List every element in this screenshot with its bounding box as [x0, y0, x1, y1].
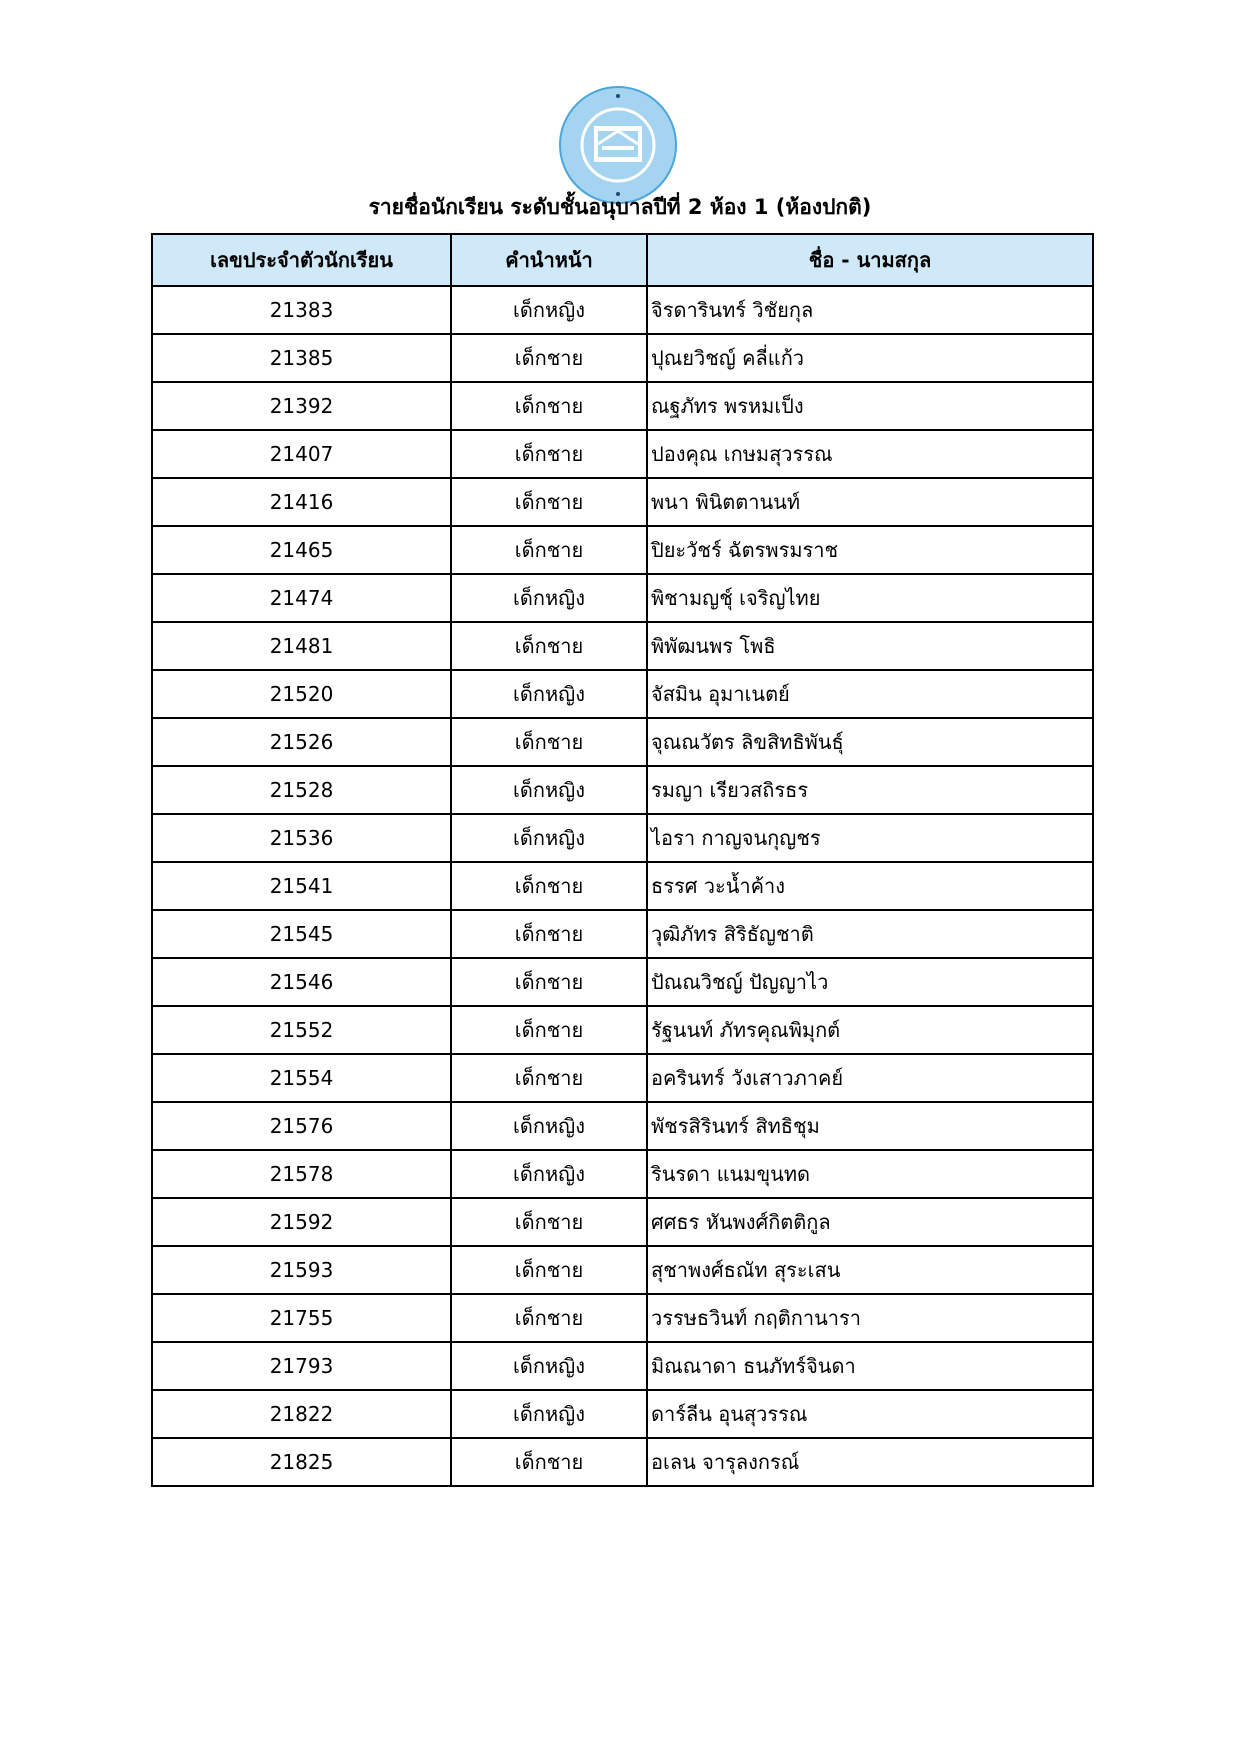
header-student-id: เลขประจำตัวนักเรียน [152, 234, 451, 286]
table-row [152, 766, 1093, 814]
table-row [152, 286, 1093, 334]
header-full-name: ชื่อ - นามสกุล [647, 234, 1093, 286]
table-row [152, 574, 1093, 622]
full-name-cell: จัสมิน อุมาเนตย์ [647, 670, 1093, 718]
student-id-cell: 21528 [152, 766, 451, 814]
full-name-cell: ธรรศ วะน้ำค้าง [647, 862, 1093, 910]
prefix-cell: เด็กหญิง [451, 814, 647, 862]
prefix-cell: เด็กชาย [451, 862, 647, 910]
full-name-cell: รัฐนนท์ ภัทรคุณพิมุกต์ [647, 1006, 1093, 1054]
logo-emblem-panel [598, 131, 638, 157]
table-row [152, 430, 1093, 478]
table-row [152, 1006, 1093, 1054]
table-row [152, 958, 1093, 1006]
table-row [152, 1438, 1093, 1486]
table-row [152, 478, 1093, 526]
table-header-row [152, 234, 1093, 286]
full-name-cell: ดาร์ลีน อุนสุวรรณ [647, 1390, 1093, 1438]
table-row [152, 1294, 1093, 1342]
full-name-cell: รินรดา แนมขุนทด [647, 1150, 1093, 1198]
table-row [152, 910, 1093, 958]
table-row [152, 814, 1093, 862]
table-row [152, 1198, 1093, 1246]
full-name-cell: ปิยะวัชร์ ฉัตรพรมราช [647, 526, 1093, 574]
student-id-cell: 21593 [152, 1246, 451, 1294]
school-seal-logo [557, 84, 679, 206]
table-row [152, 622, 1093, 670]
full-name-cell: พิพัฒนพร โพธิ [647, 622, 1093, 670]
full-name-cell: พนา พินิตตานนท์ [647, 478, 1093, 526]
prefix-cell: เด็กหญิง [451, 286, 647, 334]
prefix-cell: เด็กชาย [451, 1006, 647, 1054]
prefix-cell: เด็กหญิง [451, 766, 647, 814]
prefix-cell: เด็กหญิง [451, 1342, 647, 1390]
student-id-cell: 21545 [152, 910, 451, 958]
student-id-cell: 21385 [152, 334, 451, 382]
student-id-cell: 21576 [152, 1102, 451, 1150]
table-row [152, 1150, 1093, 1198]
prefix-cell: เด็กชาย [451, 1294, 647, 1342]
prefix-cell: เด็กหญิง [451, 1150, 647, 1198]
table-row [152, 1342, 1093, 1390]
table-row [152, 334, 1093, 382]
table-row [152, 718, 1093, 766]
prefix-cell: เด็กชาย [451, 718, 647, 766]
prefix-cell: เด็กชาย [451, 526, 647, 574]
student-id-cell: 21392 [152, 382, 451, 430]
full-name-cell: ไอรา กาญจนกุญชร [647, 814, 1093, 862]
student-id-cell: 21407 [152, 430, 451, 478]
header-prefix: คำนำหน้า [451, 234, 647, 286]
prefix-cell: เด็กหญิง [451, 1102, 647, 1150]
full-name-cell: รมญา เรียวสถิรธร [647, 766, 1093, 814]
full-name-cell: จิรดารินทร์ วิชัยกุล [647, 286, 1093, 334]
table-row [152, 526, 1093, 574]
full-name-cell: วุฒิภัทร สิริธัญชาติ [647, 910, 1093, 958]
prefix-cell: เด็กชาย [451, 1246, 647, 1294]
prefix-cell: เด็กหญิง [451, 670, 647, 718]
prefix-cell: เด็กชาย [451, 1198, 647, 1246]
full-name-cell: ปุณยวิชญ์ คลี่แก้ว [647, 334, 1093, 382]
full-name-cell: ศศธร หันพงศ์กิตติกูล [647, 1198, 1093, 1246]
student-id-cell: 21578 [152, 1150, 451, 1198]
logo-emblem-bar [602, 146, 634, 150]
table-row [152, 1054, 1093, 1102]
full-name-cell: ณฐภัทร พรหมเป็ง [647, 382, 1093, 430]
table-row [152, 670, 1093, 718]
prefix-cell: เด็กชาย [451, 622, 647, 670]
prefix-cell: เด็กหญิง [451, 1390, 647, 1438]
full-name-cell: มิณณาดา ธนภัทร์จินดา [647, 1342, 1093, 1390]
student-id-cell: 21546 [152, 958, 451, 1006]
student-id-cell: 21465 [152, 526, 451, 574]
prefix-cell: เด็กชาย [451, 958, 647, 1006]
page-title: รายชื่อนักเรียน ระดับชั้นอนุบาลปีที่ 2 ห้อง 1 (ห้องปกติ) [368, 195, 872, 219]
student-id-cell: 21474 [152, 574, 451, 622]
full-name-cell: อเลน จารุลงกรณ์ [647, 1438, 1093, 1486]
full-name-cell: ปัณณวิชญ์ ปัญญาไว [647, 958, 1093, 1006]
student-id-cell: 21755 [152, 1294, 451, 1342]
full-name-cell: จุณณวัตร ลิขสิทธิพันธุ์ [647, 718, 1093, 766]
prefix-cell: เด็กชาย [451, 382, 647, 430]
prefix-cell: เด็กชาย [451, 1438, 647, 1486]
full-name-cell: ปองคุณ เกษมสุวรรณ [647, 430, 1093, 478]
student-id-cell: 21822 [152, 1390, 451, 1438]
student-id-cell: 21526 [152, 718, 451, 766]
table-row [152, 1246, 1093, 1294]
full-name-cell: วรรษธวินท์ กฤติกานารา [647, 1294, 1093, 1342]
prefix-cell: เด็กชาย [451, 910, 647, 958]
prefix-cell: เด็กชาย [451, 430, 647, 478]
table-row [152, 1390, 1093, 1438]
student-id-cell: 21541 [152, 862, 451, 910]
table-row [152, 382, 1093, 430]
table-row [152, 862, 1093, 910]
full-name-cell: อครินทร์ วังเสาวภาคย์ [647, 1054, 1093, 1102]
prefix-cell: เด็กชาย [451, 334, 647, 382]
student-id-cell: 21793 [152, 1342, 451, 1390]
prefix-cell: เด็กหญิง [451, 574, 647, 622]
student-id-cell: 21554 [152, 1054, 451, 1102]
student-id-cell: 21536 [152, 814, 451, 862]
student-id-cell: 21416 [152, 478, 451, 526]
student-id-cell: 21481 [152, 622, 451, 670]
logo-top-dot [616, 94, 620, 98]
prefix-cell: เด็กชาย [451, 478, 647, 526]
student-roster-table [151, 233, 1094, 1487]
full-name-cell: สุชาพงศ์ธณัท สุระเสน [647, 1246, 1093, 1294]
full-name-cell: พิชามญชุ์ เจริญไทย [647, 574, 1093, 622]
student-id-cell: 21592 [152, 1198, 451, 1246]
student-id-cell: 21520 [152, 670, 451, 718]
table-row [152, 1102, 1093, 1150]
prefix-cell: เด็กชาย [451, 1054, 647, 1102]
full-name-cell: พัชรสิรินทร์ สิทธิชุม [647, 1102, 1093, 1150]
student-id-cell: 21383 [152, 286, 451, 334]
student-id-cell: 21825 [152, 1438, 451, 1486]
student-id-cell: 21552 [152, 1006, 451, 1054]
